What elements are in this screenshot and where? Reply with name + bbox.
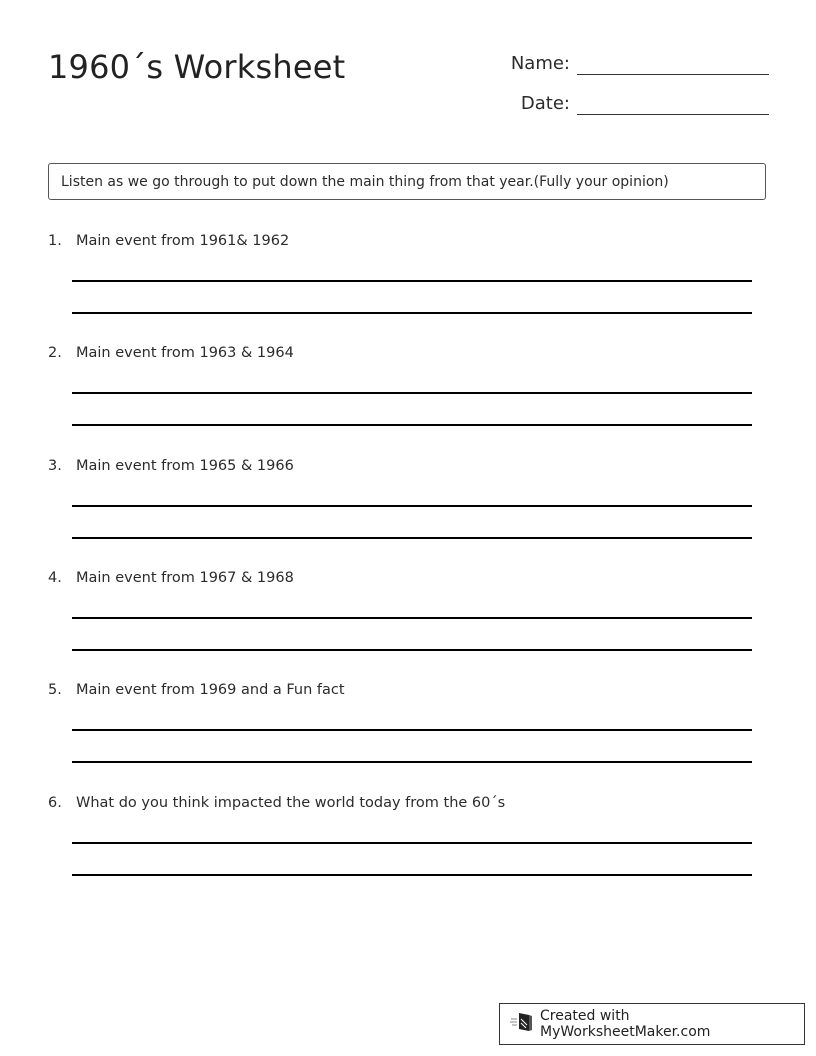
- created-with-badge[interactable]: [499, 1003, 805, 1045]
- date-label: Date:: [520, 93, 570, 114]
- answer-line[interactable]: [72, 842, 752, 844]
- question-4: [48, 568, 768, 658]
- question-text: Main event from 1963 & 1964: [76, 345, 294, 361]
- question-number: 6.: [48, 795, 62, 811]
- instructions-box: Listen as we go through to put down the main thing from that year.(Fully your opinion): [48, 163, 766, 200]
- answer-line[interactable]: [72, 312, 752, 314]
- name-field[interactable]: [500, 52, 769, 75]
- question-number: 3.: [48, 458, 62, 474]
- answer-line[interactable]: [72, 874, 752, 876]
- name-label: Name:: [510, 53, 570, 74]
- answer-line[interactable]: [72, 280, 752, 282]
- question-number: 4.: [48, 570, 62, 586]
- worksheet-title: 1960´s Worksheet: [48, 48, 346, 86]
- worksheet-maker-logo-icon: [510, 1011, 540, 1037]
- question-text: Main event from 1961& 1962: [76, 233, 290, 249]
- question-text: Main event from 1969 and a Fun fact: [76, 682, 345, 698]
- date-field[interactable]: [500, 92, 769, 115]
- answer-line[interactable]: [72, 424, 752, 426]
- answer-line[interactable]: [72, 505, 752, 507]
- question-5: [48, 680, 768, 770]
- name-input-line[interactable]: [577, 52, 769, 75]
- answer-line[interactable]: [72, 729, 752, 731]
- question-2: [48, 343, 768, 433]
- question-number: 1.: [48, 233, 62, 249]
- answer-line[interactable]: [72, 649, 752, 651]
- question-1: [48, 231, 768, 321]
- question-text: Main event from 1965 & 1966: [76, 458, 294, 474]
- date-input-line[interactable]: [577, 92, 769, 115]
- answer-line[interactable]: [72, 537, 752, 539]
- question-number: 5.: [48, 682, 62, 698]
- answer-line[interactable]: [72, 761, 752, 763]
- question-number: 2.: [48, 345, 62, 361]
- question-text: What do you think impacted the world today from the 60´s: [76, 795, 506, 811]
- question-3: [48, 456, 768, 546]
- question-6: [48, 793, 768, 883]
- answer-line[interactable]: [72, 617, 752, 619]
- answer-line[interactable]: [72, 392, 752, 394]
- footer-text: Created with MyWorksheetMaker.com: [540, 1008, 711, 1040]
- question-text: Main event from 1967 & 1968: [76, 570, 294, 586]
